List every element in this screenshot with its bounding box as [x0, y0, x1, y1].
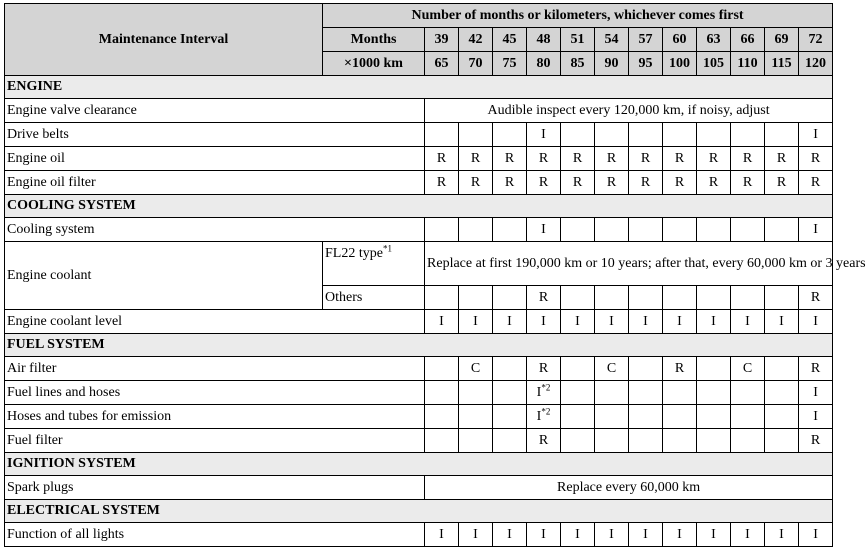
schedule-cell	[493, 123, 527, 147]
month-header: 45	[493, 28, 527, 52]
schedule-cell	[629, 429, 663, 453]
km-header: 85	[561, 52, 595, 76]
km-header: 90	[595, 52, 629, 76]
schedule-cell: I	[459, 523, 493, 547]
months-label: Months	[323, 28, 425, 52]
schedule-cell: I	[799, 310, 833, 334]
km-header: 110	[731, 52, 765, 76]
table-row	[5, 123, 833, 147]
schedule-cell: R	[799, 286, 833, 310]
schedule-cell	[425, 218, 459, 242]
schedule-cell	[595, 381, 629, 405]
month-header: 69	[765, 28, 799, 52]
coolant-type-fl22	[323, 242, 425, 286]
schedule-cell	[765, 429, 799, 453]
schedule-cell: I	[663, 310, 697, 334]
month-header: 60	[663, 28, 697, 52]
schedule-cell	[663, 218, 697, 242]
maintenance-schedule-table	[4, 3, 866, 547]
schedule-cell: R	[697, 147, 731, 171]
km-label: ×1000 km	[323, 52, 425, 76]
schedule-cell	[561, 218, 595, 242]
schedule-cell	[663, 381, 697, 405]
schedule-cell	[459, 286, 493, 310]
schedule-cell: I	[799, 405, 833, 429]
schedule-cell	[459, 218, 493, 242]
schedule-cell: I	[765, 310, 799, 334]
section-row	[5, 453, 833, 476]
schedule-cell: I	[459, 310, 493, 334]
schedule-cell: R	[731, 147, 765, 171]
section-fuel: FUEL SYSTEM	[5, 334, 833, 357]
schedule-cell: I	[697, 310, 731, 334]
schedule-cell: I	[561, 523, 595, 547]
km-header: 100	[663, 52, 697, 76]
schedule-cell: C	[731, 357, 765, 381]
schedule-cell: I	[561, 310, 595, 334]
schedule-cell: I	[765, 523, 799, 547]
schedule-cell	[697, 357, 731, 381]
spark-plugs-note: Replace every 60,000 km	[425, 476, 833, 500]
schedule-cell	[425, 286, 459, 310]
coolant-type-others: Others	[323, 286, 425, 310]
schedule-cell: R	[493, 147, 527, 171]
schedule-cell	[595, 123, 629, 147]
schedule-cell: I	[799, 523, 833, 547]
row-label: Air filter	[5, 357, 425, 381]
schedule-cell	[765, 218, 799, 242]
schedule-cell: R	[799, 171, 833, 195]
schedule-cell: R	[561, 171, 595, 195]
month-header: 66	[731, 28, 765, 52]
schedule-cell	[425, 429, 459, 453]
schedule-cell	[697, 286, 731, 310]
schedule-cell: I	[799, 123, 833, 147]
row-label: Drive belts	[5, 123, 425, 147]
schedule-cell: R	[765, 171, 799, 195]
schedule-cell: R	[425, 171, 459, 195]
footnote-marker: *2	[541, 405, 551, 416]
interval-span-title: Number of months or kilometers, whichever comes first	[323, 4, 833, 28]
schedule-cell: I	[527, 218, 561, 242]
schedule-cell: C	[595, 357, 629, 381]
section-row	[5, 500, 833, 523]
schedule-cell: R	[765, 147, 799, 171]
month-header: 51	[561, 28, 595, 52]
month-header: 57	[629, 28, 663, 52]
km-header: 115	[765, 52, 799, 76]
schedule-cell	[561, 429, 595, 453]
schedule-cell	[629, 357, 663, 381]
row-label: Engine valve clearance	[5, 99, 425, 123]
schedule-cell: R	[731, 171, 765, 195]
schedule-cell	[595, 218, 629, 242]
schedule-cell: R	[799, 357, 833, 381]
schedule-cell: R	[595, 147, 629, 171]
row-label: Fuel filter	[5, 429, 425, 453]
schedule-cell: R	[629, 147, 663, 171]
maintenance-interval-header: Maintenance Interval	[5, 4, 323, 76]
km-header: 80	[527, 52, 561, 76]
schedule-cell	[561, 381, 595, 405]
schedule-cell	[459, 381, 493, 405]
table-row	[5, 218, 833, 242]
section-cooling: COOLING SYSTEM	[5, 195, 833, 218]
schedule-cell: I	[629, 310, 663, 334]
schedule-cell	[663, 405, 697, 429]
schedule-cell	[697, 218, 731, 242]
schedule-cell: R	[459, 171, 493, 195]
table-row	[5, 429, 833, 453]
schedule-cell	[493, 405, 527, 429]
schedule-cell	[629, 381, 663, 405]
schedule-cell: I	[527, 123, 561, 147]
schedule-cell	[663, 123, 697, 147]
schedule-cell: I	[425, 523, 459, 547]
schedule-cell: R	[527, 429, 561, 453]
schedule-cell: R	[629, 171, 663, 195]
schedule-cell	[663, 286, 697, 310]
table-row	[5, 171, 833, 195]
km-header: 75	[493, 52, 527, 76]
table-row	[5, 242, 833, 286]
section-engine: ENGINE	[5, 76, 833, 99]
row-label: Engine oil filter	[5, 171, 425, 195]
schedule-cell: I	[493, 523, 527, 547]
schedule-cell	[697, 429, 731, 453]
schedule-cell: I	[731, 310, 765, 334]
fl22-label: FL22 type	[325, 246, 383, 261]
schedule-cell	[697, 381, 731, 405]
schedule-cell: I	[799, 218, 833, 242]
month-header: 48	[527, 28, 561, 52]
schedule-cell	[731, 381, 765, 405]
schedule-cell	[629, 123, 663, 147]
section-row	[5, 195, 833, 218]
schedule-cell: R	[425, 147, 459, 171]
schedule-cell	[459, 123, 493, 147]
schedule-cell: I	[527, 310, 561, 334]
schedule-cell	[527, 405, 561, 429]
schedule-cell	[595, 405, 629, 429]
schedule-cell: R	[527, 286, 561, 310]
section-row	[5, 76, 833, 99]
schedule-cell: R	[561, 147, 595, 171]
schedule-cell: I	[595, 523, 629, 547]
schedule-cell: R	[527, 171, 561, 195]
schedule-cell	[561, 405, 595, 429]
row-label: Engine coolant	[5, 242, 323, 310]
schedule-mark: I	[536, 408, 542, 424]
schedule-cell: R	[799, 147, 833, 171]
valve-clearance-note: Audible inspect every 120,000 km, if noisy, adjust	[425, 99, 833, 123]
schedule-cell: R	[459, 147, 493, 171]
schedule-cell	[663, 429, 697, 453]
section-electrical: ELECTRICAL SYSTEM	[5, 500, 833, 523]
km-header: 70	[459, 52, 493, 76]
schedule-cell: R	[527, 357, 561, 381]
row-label: Engine oil	[5, 147, 425, 171]
schedule-cell	[629, 405, 663, 429]
schedule-cell: I	[697, 523, 731, 547]
schedule-cell	[629, 286, 663, 310]
month-header: 72	[799, 28, 833, 52]
schedule-cell: R	[697, 171, 731, 195]
row-label: Spark plugs	[5, 476, 425, 500]
footnote-marker: *1	[382, 243, 392, 254]
month-header: 54	[595, 28, 629, 52]
schedule-cell: R	[663, 171, 697, 195]
schedule-cell	[595, 286, 629, 310]
schedule-cell	[561, 357, 595, 381]
schedule-cell	[425, 357, 459, 381]
schedule-cell: I	[629, 523, 663, 547]
schedule-cell	[595, 429, 629, 453]
schedule-cell	[765, 123, 799, 147]
row-label: Engine coolant level	[5, 310, 425, 334]
schedule-cell: R	[527, 147, 561, 171]
schedule-cell: R	[799, 429, 833, 453]
schedule-cell: I	[425, 310, 459, 334]
schedule-cell: I	[595, 310, 629, 334]
schedule-cell: I	[663, 523, 697, 547]
schedule-cell	[731, 405, 765, 429]
schedule-cell: I	[731, 523, 765, 547]
table-row	[5, 523, 833, 547]
schedule-cell	[459, 429, 493, 453]
row-label: Function of all lights	[5, 523, 425, 547]
schedule-cell	[493, 429, 527, 453]
footnote-marker: *2	[541, 381, 551, 392]
schedule-cell	[561, 123, 595, 147]
schedule-cell: I	[799, 381, 833, 405]
table-row	[5, 476, 833, 500]
schedule-cell	[731, 286, 765, 310]
km-header: 95	[629, 52, 663, 76]
schedule-cell: R	[663, 147, 697, 171]
schedule-cell	[493, 218, 527, 242]
schedule-cell	[425, 405, 459, 429]
row-label: Hoses and tubes for emission	[5, 405, 425, 429]
section-ignition: IGNITION SYSTEM	[5, 453, 833, 476]
schedule-cell	[629, 218, 663, 242]
schedule-cell	[731, 123, 765, 147]
schedule-cell	[493, 381, 527, 405]
schedule-cell	[731, 429, 765, 453]
schedule-cell: I	[527, 523, 561, 547]
month-header: 42	[459, 28, 493, 52]
schedule-cell	[425, 123, 459, 147]
header-row-title	[5, 4, 833, 28]
schedule-cell	[765, 286, 799, 310]
schedule-cell	[765, 405, 799, 429]
schedule-cell	[425, 381, 459, 405]
row-label: Fuel lines and hoses	[5, 381, 425, 405]
schedule-cell	[561, 286, 595, 310]
table-row	[5, 357, 833, 381]
section-row	[5, 334, 833, 357]
schedule-cell	[493, 286, 527, 310]
month-header: 63	[697, 28, 731, 52]
schedule-cell	[459, 405, 493, 429]
schedule-cell	[697, 405, 731, 429]
table-row	[5, 405, 833, 429]
schedule-cell: R	[493, 171, 527, 195]
schedule-cell	[527, 381, 561, 405]
fl22-replace-note: Replace at first 190,000 km or 10 years; after that, every 60,000 km or 3 years	[425, 242, 833, 286]
table-row	[5, 147, 833, 171]
schedule-cell	[731, 218, 765, 242]
schedule-mark: I	[536, 384, 542, 400]
km-header: 120	[799, 52, 833, 76]
table-row	[5, 310, 833, 334]
km-header: 105	[697, 52, 731, 76]
table-row	[5, 381, 833, 405]
schedule-cell: R	[663, 357, 697, 381]
schedule-cell: I	[493, 310, 527, 334]
schedule-cell	[697, 123, 731, 147]
row-label: Cooling system	[5, 218, 425, 242]
month-header: 39	[425, 28, 459, 52]
km-header: 65	[425, 52, 459, 76]
schedule-cell	[765, 357, 799, 381]
schedule-cell	[493, 357, 527, 381]
table-row	[5, 99, 833, 123]
schedule-cell: R	[595, 171, 629, 195]
schedule-cell: C	[459, 357, 493, 381]
schedule-cell	[765, 381, 799, 405]
